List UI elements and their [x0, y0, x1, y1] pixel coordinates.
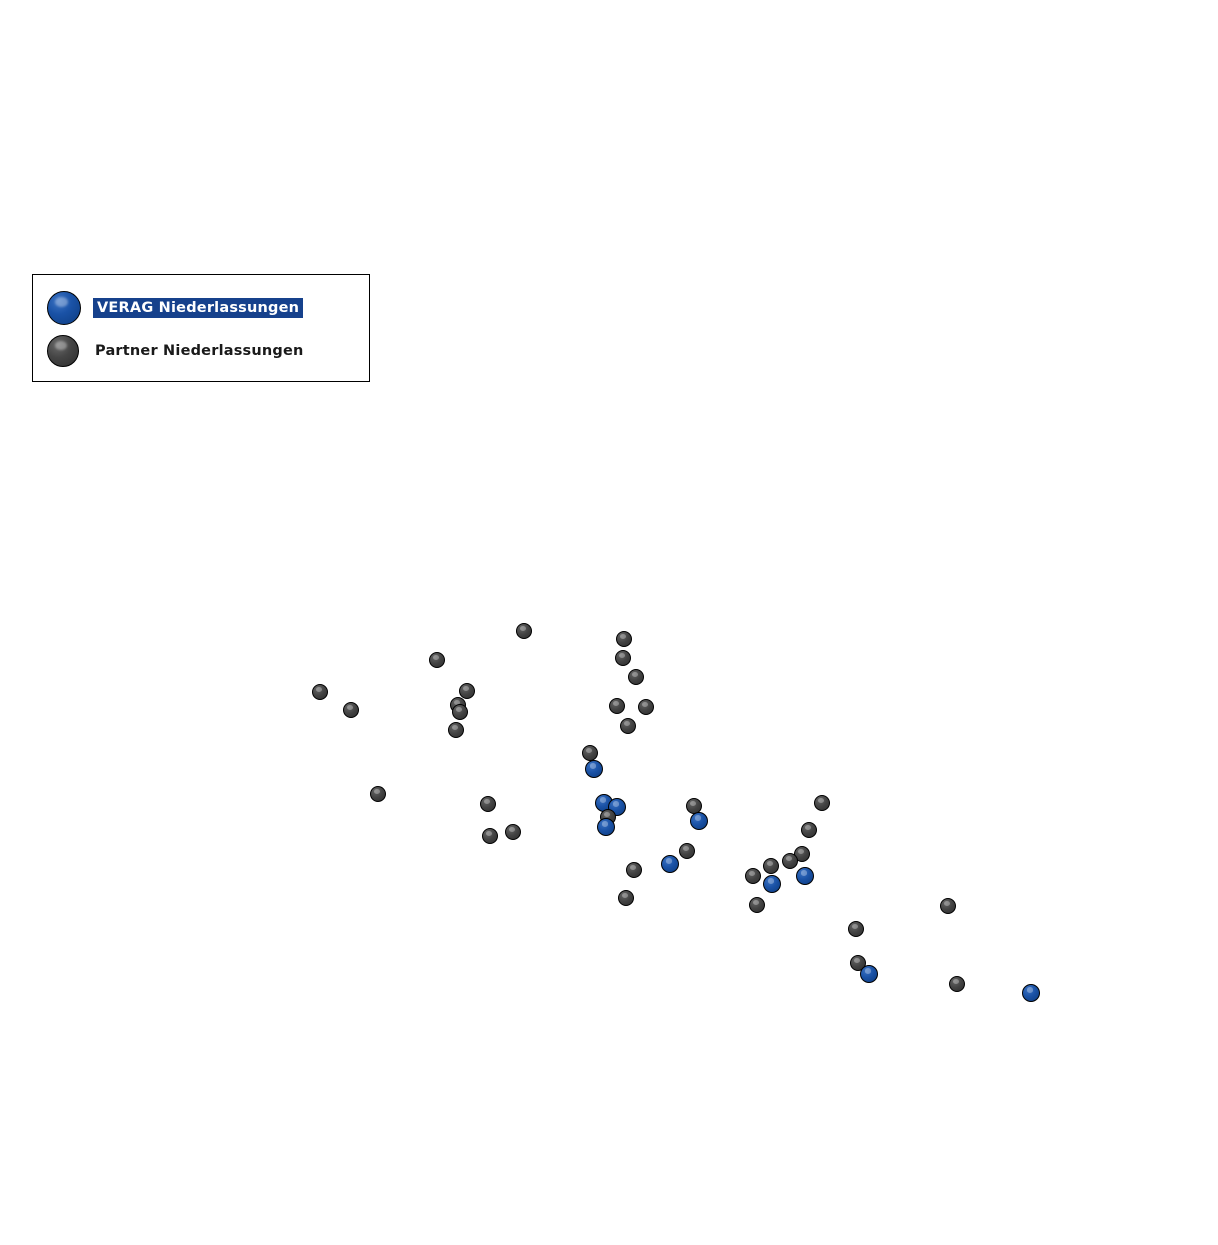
map-marker-partner[interactable]: [745, 868, 761, 884]
map-marker-partner[interactable]: [343, 702, 359, 718]
map-marker-partner[interactable]: [448, 722, 464, 738]
map-marker-partner[interactable]: [505, 824, 521, 840]
map-marker-partner[interactable]: [848, 921, 864, 937]
map-marker-partner[interactable]: [459, 683, 475, 699]
legend-item-partner-label: Partner Niederlassungen: [95, 343, 304, 359]
map-marker-partner[interactable]: [626, 862, 642, 878]
map-marker-verag[interactable]: [585, 760, 603, 778]
map-marker-verag[interactable]: [1022, 984, 1040, 1002]
map-marker-partner[interactable]: [782, 853, 798, 869]
circle-marker-icon: [47, 335, 79, 367]
map-marker-partner[interactable]: [749, 897, 765, 913]
map-marker-verag[interactable]: [690, 812, 708, 830]
map-marker-partner[interactable]: [609, 698, 625, 714]
legend-item-partner[interactable]: [33, 329, 369, 373]
map-marker-partner[interactable]: [638, 699, 654, 715]
map-marker-partner[interactable]: [949, 976, 965, 992]
map-marker-partner[interactable]: [628, 669, 644, 685]
map-marker-partner[interactable]: [452, 704, 468, 720]
map-marker-partner[interactable]: [814, 795, 830, 811]
map-marker-partner[interactable]: [940, 898, 956, 914]
map-marker-partner[interactable]: [679, 843, 695, 859]
map-marker-partner[interactable]: [429, 652, 445, 668]
map-marker-partner[interactable]: [620, 718, 636, 734]
map-marker-verag[interactable]: [597, 818, 615, 836]
map-marker-verag[interactable]: [763, 875, 781, 893]
map-marker-partner[interactable]: [516, 623, 532, 639]
map-marker-partner[interactable]: [482, 828, 498, 844]
map-marker-verag[interactable]: [661, 855, 679, 873]
map-marker-verag[interactable]: [860, 965, 878, 983]
map-marker-partner[interactable]: [312, 684, 328, 700]
map-marker-verag[interactable]: [796, 867, 814, 885]
map-marker-partner[interactable]: [616, 631, 632, 647]
map-marker-partner[interactable]: [582, 745, 598, 761]
map-legend: [32, 274, 370, 382]
circle-marker-icon: [47, 291, 81, 325]
map-marker-partner[interactable]: [801, 822, 817, 838]
legend-item-verag-label: VERAG Niederlassungen: [93, 298, 303, 318]
map-marker-partner[interactable]: [615, 650, 631, 666]
legend-item-verag[interactable]: [33, 286, 369, 330]
map-marker-partner[interactable]: [763, 858, 779, 874]
map-marker-partner[interactable]: [480, 796, 496, 812]
map-marker-partner[interactable]: [370, 786, 386, 802]
map-marker-partner[interactable]: [618, 890, 634, 906]
